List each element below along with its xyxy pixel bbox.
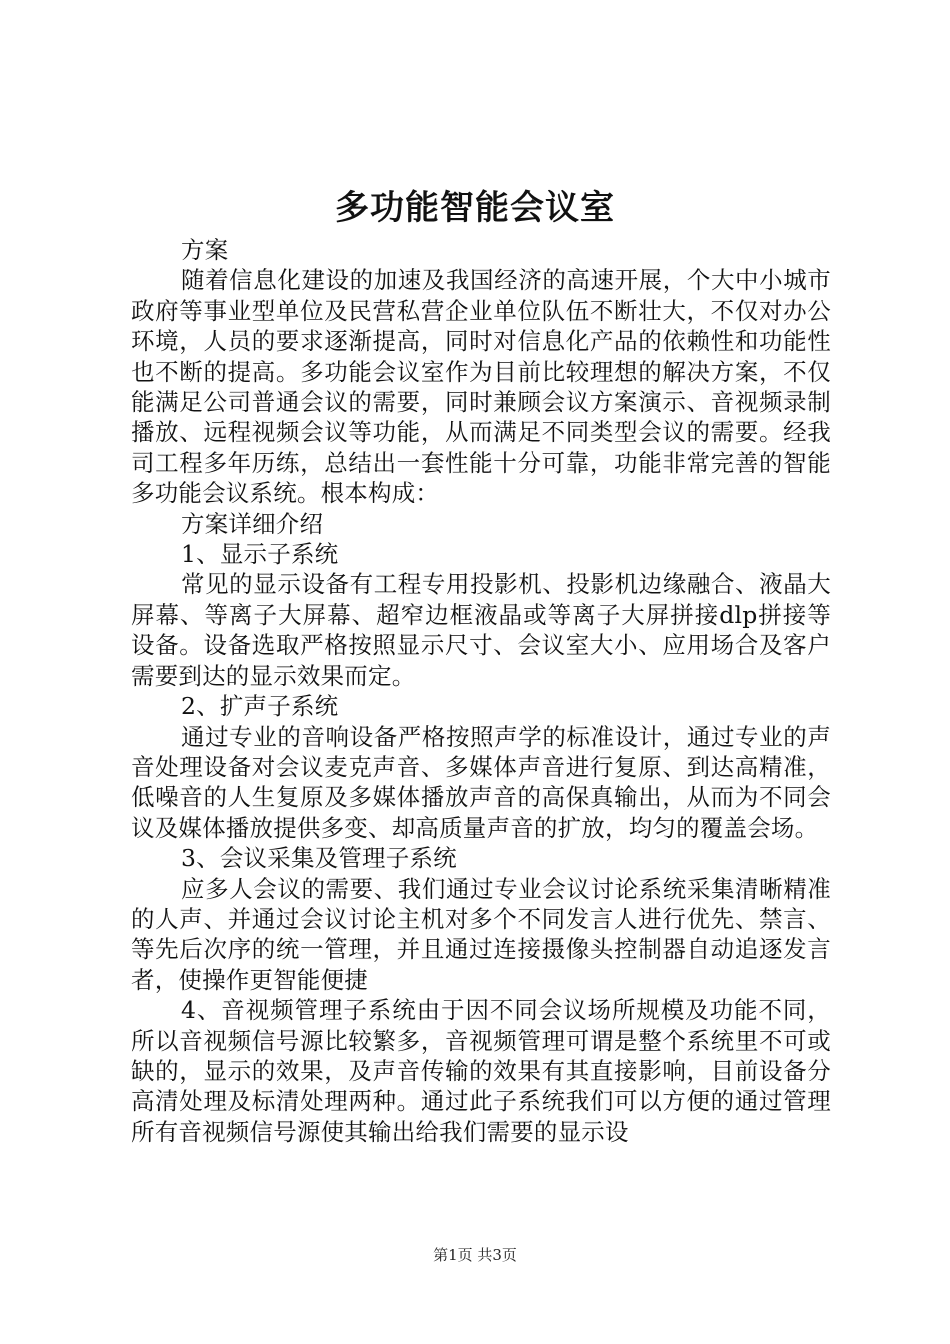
paragraph-details-heading: 方案详细介绍 (181, 509, 324, 538)
paragraph-audio: 通过专业的音响设备严格按照声学的标准设计，通过专业的声音处理设备对会议麦克声音、多媒体声音进行复原、到达高精准，低噪音的人生复原及多媒体播放声音的高保真输出，从而为不同会议及媒体播放提供多变、却高质量声音的扩放，均匀的覆盖会场。 (131, 722, 831, 842)
section-heading-conference: 3、会议采集及管理子系统 (181, 844, 457, 873)
document-title: 多功能智能会议室 (335, 188, 615, 228)
paragraph-display: 常见的显示设备有工程专用投影机、投影机边缘融合、液晶大屏幕、等离子大屏幕、超窄边框液晶或等离子大屏拼接dlp拼接等设备。设备选取严格按照显示尺寸、会议室大小、应用场合及客户需要到达的显示效果而定。 (131, 570, 831, 690)
paragraph-av-management: 4、音视频管理子系统由于因不同会议场所规模及功能不同，所以音视频信号源比较繁多，音视频管理可谓是整个系统里不可或缺的，显示的效果，及声音传输的效果有其直接影响，目前设备分高清处理及标清处理两种。通过此子系统我们可以方便的通过管理所有音视频信号源使其输出给我们需要的显示设 (131, 996, 831, 1146)
document-body (131, 235, 831, 1147)
section-heading-display: 1、显示子系统 (181, 540, 339, 569)
page-indicator: 第1页 共3页 (433, 1246, 517, 1264)
section-heading-audio: 2、扩声子系统 (181, 692, 339, 721)
paragraph-intro-label: 方案 (181, 236, 229, 264)
paragraph-conference: 应多人会议的需要、我们通过专业会议讨论系统采集清晰精准的人声、并通过会议讨论主机对多个不同发言人进行优先、禁言、等先后次序的统一管理，并且通过连接摄像头控制器自动追逐发言者，使操作更智能便捷 (131, 874, 831, 994)
paragraph-intro: 随着信息化建设的加速及我国经济的高速开展，个大中小城市政府等事业型单位及民营私营企业单位队伍不断壮大，不仅对办公环境，人员的要求逐渐提高，同时对信息化产品的依赖性和功能性也不断的提高。多功能会议室作为目前比较理想的解决方案，不仅能满足公司普通会议的需要，同时兼顾会议方案演示、音视频录制播放、远程视频会议等功能，从而满足不同类型会议的需要。经我司工程多年历练，总结出一套性能十分可靠，功能非常完善的智能多功能会议系统。根本构成： (131, 266, 831, 508)
